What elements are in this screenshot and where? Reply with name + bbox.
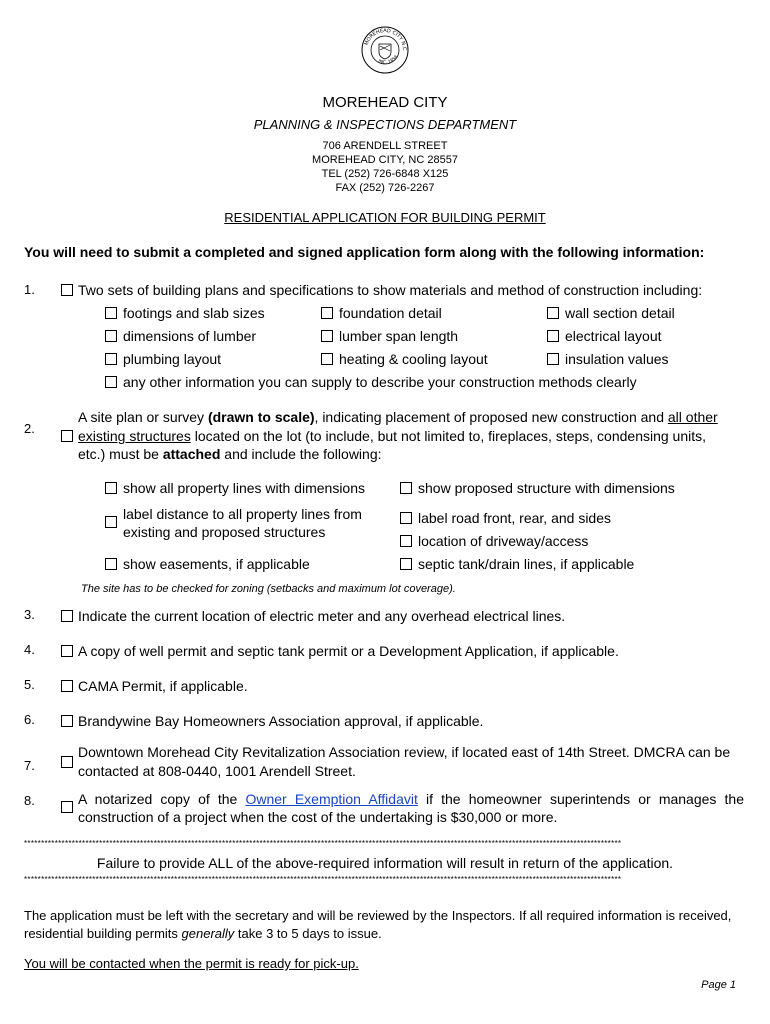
item-8-checkbox[interactable] (61, 801, 73, 813)
page-number: Page 1 (701, 979, 736, 991)
label-septic: septic tank/drain lines, if applicable (418, 556, 635, 572)
label-distance-line-2: existing and proposed structures (123, 524, 326, 540)
item-3-text: Indicate the current location of electric meter and any overhead electrical lines. (78, 608, 566, 624)
footer-line-2: residential building permits generally take 3 to 5 days to issue. (24, 926, 382, 941)
item-1-text: Two sets of building plans and specifications to show materials and method of construction including: (78, 282, 703, 298)
checkbox-easements[interactable] (105, 558, 117, 570)
checkbox-heating-cooling[interactable] (321, 353, 333, 365)
pickup-notice: You will be contacted when the permit is ready for pick-up. (24, 956, 359, 971)
label-other-info: any other information you can supply to describe your construction methods clearly (123, 374, 637, 390)
item-5-number: 5. (24, 677, 35, 692)
label-driveway: location of driveway/access (418, 533, 589, 549)
checkbox-driveway[interactable] (400, 535, 412, 547)
label-distance-line-1: label distance to all property lines from (123, 506, 362, 522)
item-6-checkbox[interactable] (61, 715, 73, 727)
city-name: MOREHEAD CITY (322, 94, 448, 111)
checkbox-lumber-dimensions[interactable] (105, 330, 117, 342)
item-2-line-1: A site plan or survey (drawn to scale), indicating placement of proposed new construction and all other (78, 409, 718, 425)
item-4-text: A copy of well permit and septic tank permit or a Development Application, if applicable. (78, 643, 619, 659)
warning-text: Failure to provide ALL of the above-required information will result in return of the application. (96, 855, 674, 871)
item-8-line-1: A notarized copy of the Owner Exemption Affidavit if the homeowner superintends or manages the (78, 791, 744, 807)
intro-text: You will need to submit a completed and signed application form along with the following information: (24, 244, 705, 260)
checkbox-lumber-span[interactable] (321, 330, 333, 342)
item-4-checkbox[interactable] (61, 645, 73, 657)
telephone: TEL (252) 726-6848 X125 (321, 168, 449, 180)
item-3-checkbox[interactable] (61, 610, 73, 622)
label-property-lines: show all property lines with dimensions (123, 480, 365, 496)
item-2-number: 2. (24, 421, 35, 436)
zoning-note: The site has to be checked for zoning (setbacks and maximum lot coverage). (81, 583, 456, 595)
city-seal-logo (361, 26, 409, 74)
item-7-number: 7. (24, 758, 35, 773)
divider-stars-top: ******************************************************************************************************************************************************************************* (24, 840, 622, 848)
item-2-checkbox[interactable] (61, 430, 73, 442)
label-heating-cooling: heating & cooling layout (339, 351, 488, 367)
label-insulation: insulation values (565, 351, 669, 367)
item-7-line-2: contacted at 808-0440, 1001 Arendell Street. (78, 763, 356, 779)
address-line-2: MOREHEAD CITY, NC 28557 (312, 154, 458, 166)
label-road: label road front, rear, and sides (418, 510, 612, 526)
divider-stars-bottom: ******************************************************************************************************************************************************************************* (24, 876, 622, 884)
item-8-number: 8. (24, 793, 35, 808)
address-line-1: 706 ARENDELL STREET (322, 140, 448, 152)
owner-exemption-affidavit-link[interactable]: Owner Exemption Affidavit (245, 791, 418, 807)
svg-text:INC. 1858: INC. 1858 (377, 54, 400, 66)
item-1-checkbox[interactable] (61, 284, 73, 296)
checkbox-plumbing[interactable] (105, 353, 117, 365)
department-name: PLANNING & INSPECTIONS DEPARTMENT (253, 117, 517, 132)
item-3-number: 3. (24, 607, 35, 622)
label-proposed-structure: show proposed structure with dimensions (418, 480, 675, 496)
item-7-checkbox[interactable] (61, 756, 73, 768)
checkbox-electrical-layout[interactable] (547, 330, 559, 342)
svg-text:MOREHEAD CITY N.C.: MOREHEAD CITY N.C (363, 28, 408, 51)
label-lumber-dimensions: dimensions of lumber (123, 328, 257, 344)
label-lumber-span: lumber span length (339, 328, 459, 344)
checkbox-other-info[interactable] (105, 376, 117, 388)
label-easements: show easements, if applicable (123, 556, 310, 572)
fax: FAX (252) 726-2267 (335, 182, 435, 194)
item-7-line-1: Downtown Morehead City Revitalization Association review, if located east of 14th Street. DMCRA can be (78, 744, 731, 760)
item-4-number: 4. (24, 642, 35, 657)
item-1-number: 1. (24, 282, 35, 297)
checkbox-property-lines[interactable] (105, 482, 117, 494)
item-5-checkbox[interactable] (61, 680, 73, 692)
item-6-number: 6. (24, 712, 35, 727)
checkbox-wall-section[interactable] (547, 307, 559, 319)
label-plumbing: plumbing layout (123, 351, 222, 367)
item-5-text: CAMA Permit, if applicable. (78, 678, 248, 694)
label-wall-section: wall section detail (565, 305, 675, 321)
checkbox-label-distance[interactable] (105, 516, 117, 528)
item-2-line-2: existing structures located on the lot (to include, but not limited to, fireplaces, steps, condensing units, (78, 428, 707, 444)
checkbox-proposed-structure[interactable] (400, 482, 412, 494)
label-footings: footings and slab sizes (123, 305, 265, 321)
checkbox-footings[interactable] (105, 307, 117, 319)
form-title: RESIDENTIAL APPLICATION FOR BUILDING PERMIT (224, 210, 546, 225)
footer-line-1: The application must be left with the secretary and will be reviewed by the Inspectors. If all required information is received, (24, 908, 732, 923)
checkbox-septic[interactable] (400, 558, 412, 570)
label-foundation: foundation detail (339, 305, 442, 321)
item-8-line-2: construction of a project when the cost of the undertaking is $30,000 or more. (78, 809, 558, 825)
checkbox-foundation[interactable] (321, 307, 333, 319)
label-electrical-layout: electrical layout (565, 328, 662, 344)
item-6-text: Brandywine Bay Homeowners Association approval, if applicable. (78, 713, 484, 729)
checkbox-label-road[interactable] (400, 512, 412, 524)
item-2-line-3: etc.) must be attached and include the following: (78, 446, 382, 462)
checkbox-insulation[interactable] (547, 353, 559, 365)
